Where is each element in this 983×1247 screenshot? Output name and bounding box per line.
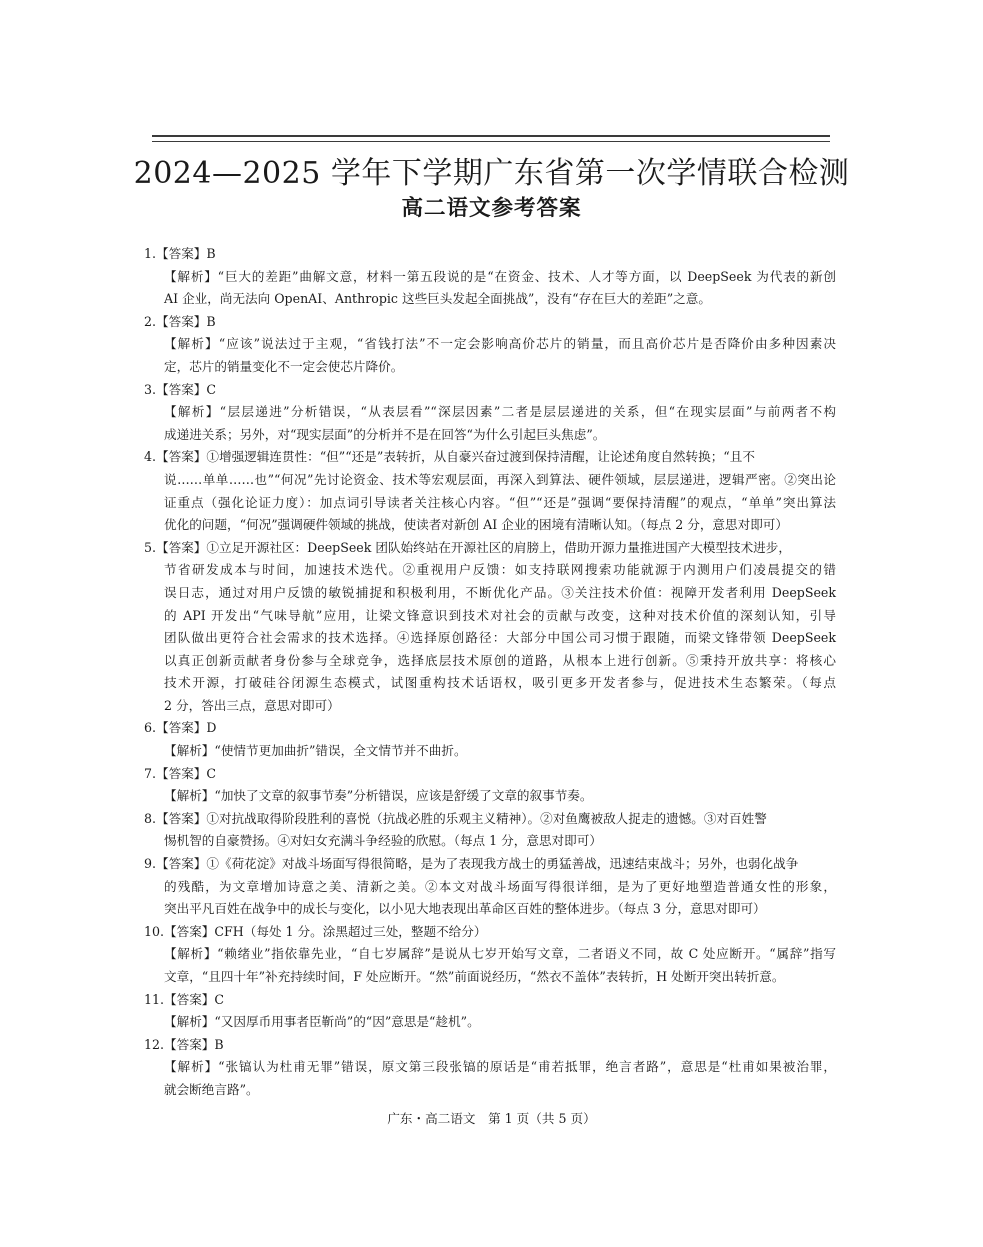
analysis-line: 突出平凡百姓在战争中的成长与变化，以小见大地表现出革命区百姓的整体进步。（每点 3 分，意思对即可） [164,901,766,917]
answer-line: 9.【答案】①《荷花淀》对战斗场面写得很简略，是为了表现我方战士的勇猛善战，迅速结束战斗；另外，也弱化战争 [144,856,799,872]
analysis-line: 就会断绝言路”。 [164,1081,259,1097]
answer-item [144,989,836,1034]
answer-line: 2.【答案】B [144,313,216,329]
answer-line: 4.【答案】①增强逻辑连贯性：“但”“还是”表转折，从自豪兴奋过渡到保持清醒，让论述角度自然转换；“且不 [144,449,755,465]
answer-item [144,537,836,718]
analysis-line: 节省研发成本与时间，加速技术迭代。②重视用户反馈：如支持联网搜索功能就源于内测用户们凌晨提交的错 [164,562,836,578]
analysis-line: 【解析】“又因厚币用事者臣靳尚”的“因”意思是“趁机”。 [164,1014,480,1030]
analysis-line: 技术开源，打破硅谷闭源生态模式，试图重构技术话语权，吸引更多开发者参与，促进技术生态繁荣。（每点 [164,675,836,691]
analysis-line: 惕机智的自豪赞扬。④对妇女充满斗争经验的欣慰。（每点 1 分，意思对即可） [164,833,602,849]
analysis-line: 的 API 开发出“气味导航”应用，让梁文锋意识到技术对社会的贡献与改变，这种对技术价值的深刻认知，引导 [164,607,836,623]
analysis-line: 证重点（强化论证力度）：加点词引导读者关注核心内容。“但”“还是”强调“要保持清醒”的观点，“单单”突出算法 [164,494,836,510]
answer-item [144,717,836,762]
answer-line: 10.【答案】CFH（每处 1 分。涂黑超过三处，整题不给分） [144,923,487,939]
analysis-line: 团队做出更符合社会需求的技术选择。④选择原创路径：大部分中国公司习惯于跟随，而梁文锋带领 DeepSeek [164,630,836,646]
answer-line: 1.【答案】B [144,246,216,261]
header-rule-thin [152,141,830,142]
answer-line: 12.【答案】B [144,1036,224,1052]
analysis-line: 优化的问题，“何况”强调硬件领域的挑战，使读者对新创 AI 企业的困境有清晰认知。（每点 2 分，意思对即可） [164,517,788,533]
analysis-line: 的残酷，为文章增加诗意之美、清新之美。②本文对战斗场面写得很详细，是为了更好地塑造普通女性的形象， [164,878,836,894]
answer-line: 6.【答案】D [144,720,217,736]
answer-line: 11.【答案】C [144,991,225,1007]
header-rule-thick [152,135,830,137]
answer-list [144,243,836,1102]
answer-item [144,853,836,921]
analysis-line: 定，芯片的销量变化不一定会使芯片降价。 [164,358,404,374]
answer-line: 5.【答案】①立足开源社区：DeepSeek 团队始终站在开源社区的肩膀上，借助开源力量推进国产大模型技术进步， [144,539,791,555]
answer-line: 3.【答案】C [144,381,217,397]
analysis-line: AI 企业，尚无法向 OpenAI、Anthropic 这些巨头发起全面挑战”，没有“存在巨大的差距”之意。 [164,291,711,307]
page-title: 2024—2025 学年下学期广东省第一次学情联合检测 [133,156,850,191]
answer-item [144,311,836,379]
answer-item [144,763,836,808]
page-footer: 广东・高二语文 第 1 页（共 5 页） [387,1111,596,1126]
answer-item [144,379,836,447]
answer-item [144,921,836,989]
answer-item [144,243,836,311]
answer-line: 7.【答案】C [144,765,217,781]
analysis-line: 2 分，答出三点，意思对即可） [164,697,340,713]
analysis-line: 误日志，通过对用户反馈的敏锐捕捉和积极利用，不断优化产品。③关注技术价值：视障开发者利用 DeepSeek [164,584,836,600]
analysis-line: 【解析】“层层递进”分析错误，“从表层看”“深层因素”二者是层层递进的关系，但“在现实层面”与前两者不构 [164,404,836,420]
analysis-line: 文章，“且四十年”补充持续时间，F 处应断开。“然”前面说经历，“然衣不盖体”表转折，H 处断开突出转折意。 [164,969,785,984]
answer-item [144,808,836,853]
analysis-line: 【解析】“赖绪业”指依靠先业，“自七岁属辞”是说从七岁开始写文章，二者语义不同，故 C 处应断开。“属辞”指写 [164,946,836,962]
analysis-line: 【解析】“加快了文章的叙事节奏”分析错误，应该是舒缓了文章的叙事节奏。 [164,788,593,804]
analysis-line: 【解析】“巨大的差距”曲解文意，材料一第五段说的是“在资金、技术、人才等方面，以 DeepSeek 为代表的新创 [164,268,836,284]
analysis-line: 【解析】“使情节更加曲折”错误，全文情节并不曲折。 [164,743,467,759]
answer-item [144,1034,836,1102]
answer-item [144,446,836,536]
analysis-line: 【解析】“张镐认为杜甫无罪”错误，原文第三段张镐的原话是“甫若抵罪，绝言者路”，意思是“杜甫如果被治罪， [164,1059,836,1075]
analysis-line: 说……单单……也”“何况”先讨论资金、技术等宏观层面，再深入到算法、硬件领域，层层递进，逻辑严密。②突出论 [164,471,836,487]
answer-line: 8.【答案】①对抗战取得阶段胜利的喜悦（抗战必胜的乐观主义精神）。②对鱼鹰被敌人捉走的遗憾。③对百姓警 [144,810,767,826]
page-subtitle: 高二语文参考答案 [401,196,582,221]
analysis-line: 成递进关系；另外，对“现实层面”的分析并不是在回答“为什么引起巨头焦虑”。 [164,426,606,442]
analysis-line: 【解析】“应该”说法过于主观，“省钱打法”不一定会影响高价芯片的销量，而且高价芯片是否降价由多种因素决 [164,336,836,352]
analysis-line: 以真正创新贡献者身份参与全球竞争，选择底层技术原创的道路，从根本上进行创新。⑤秉持开放共享：将核心 [164,652,836,668]
